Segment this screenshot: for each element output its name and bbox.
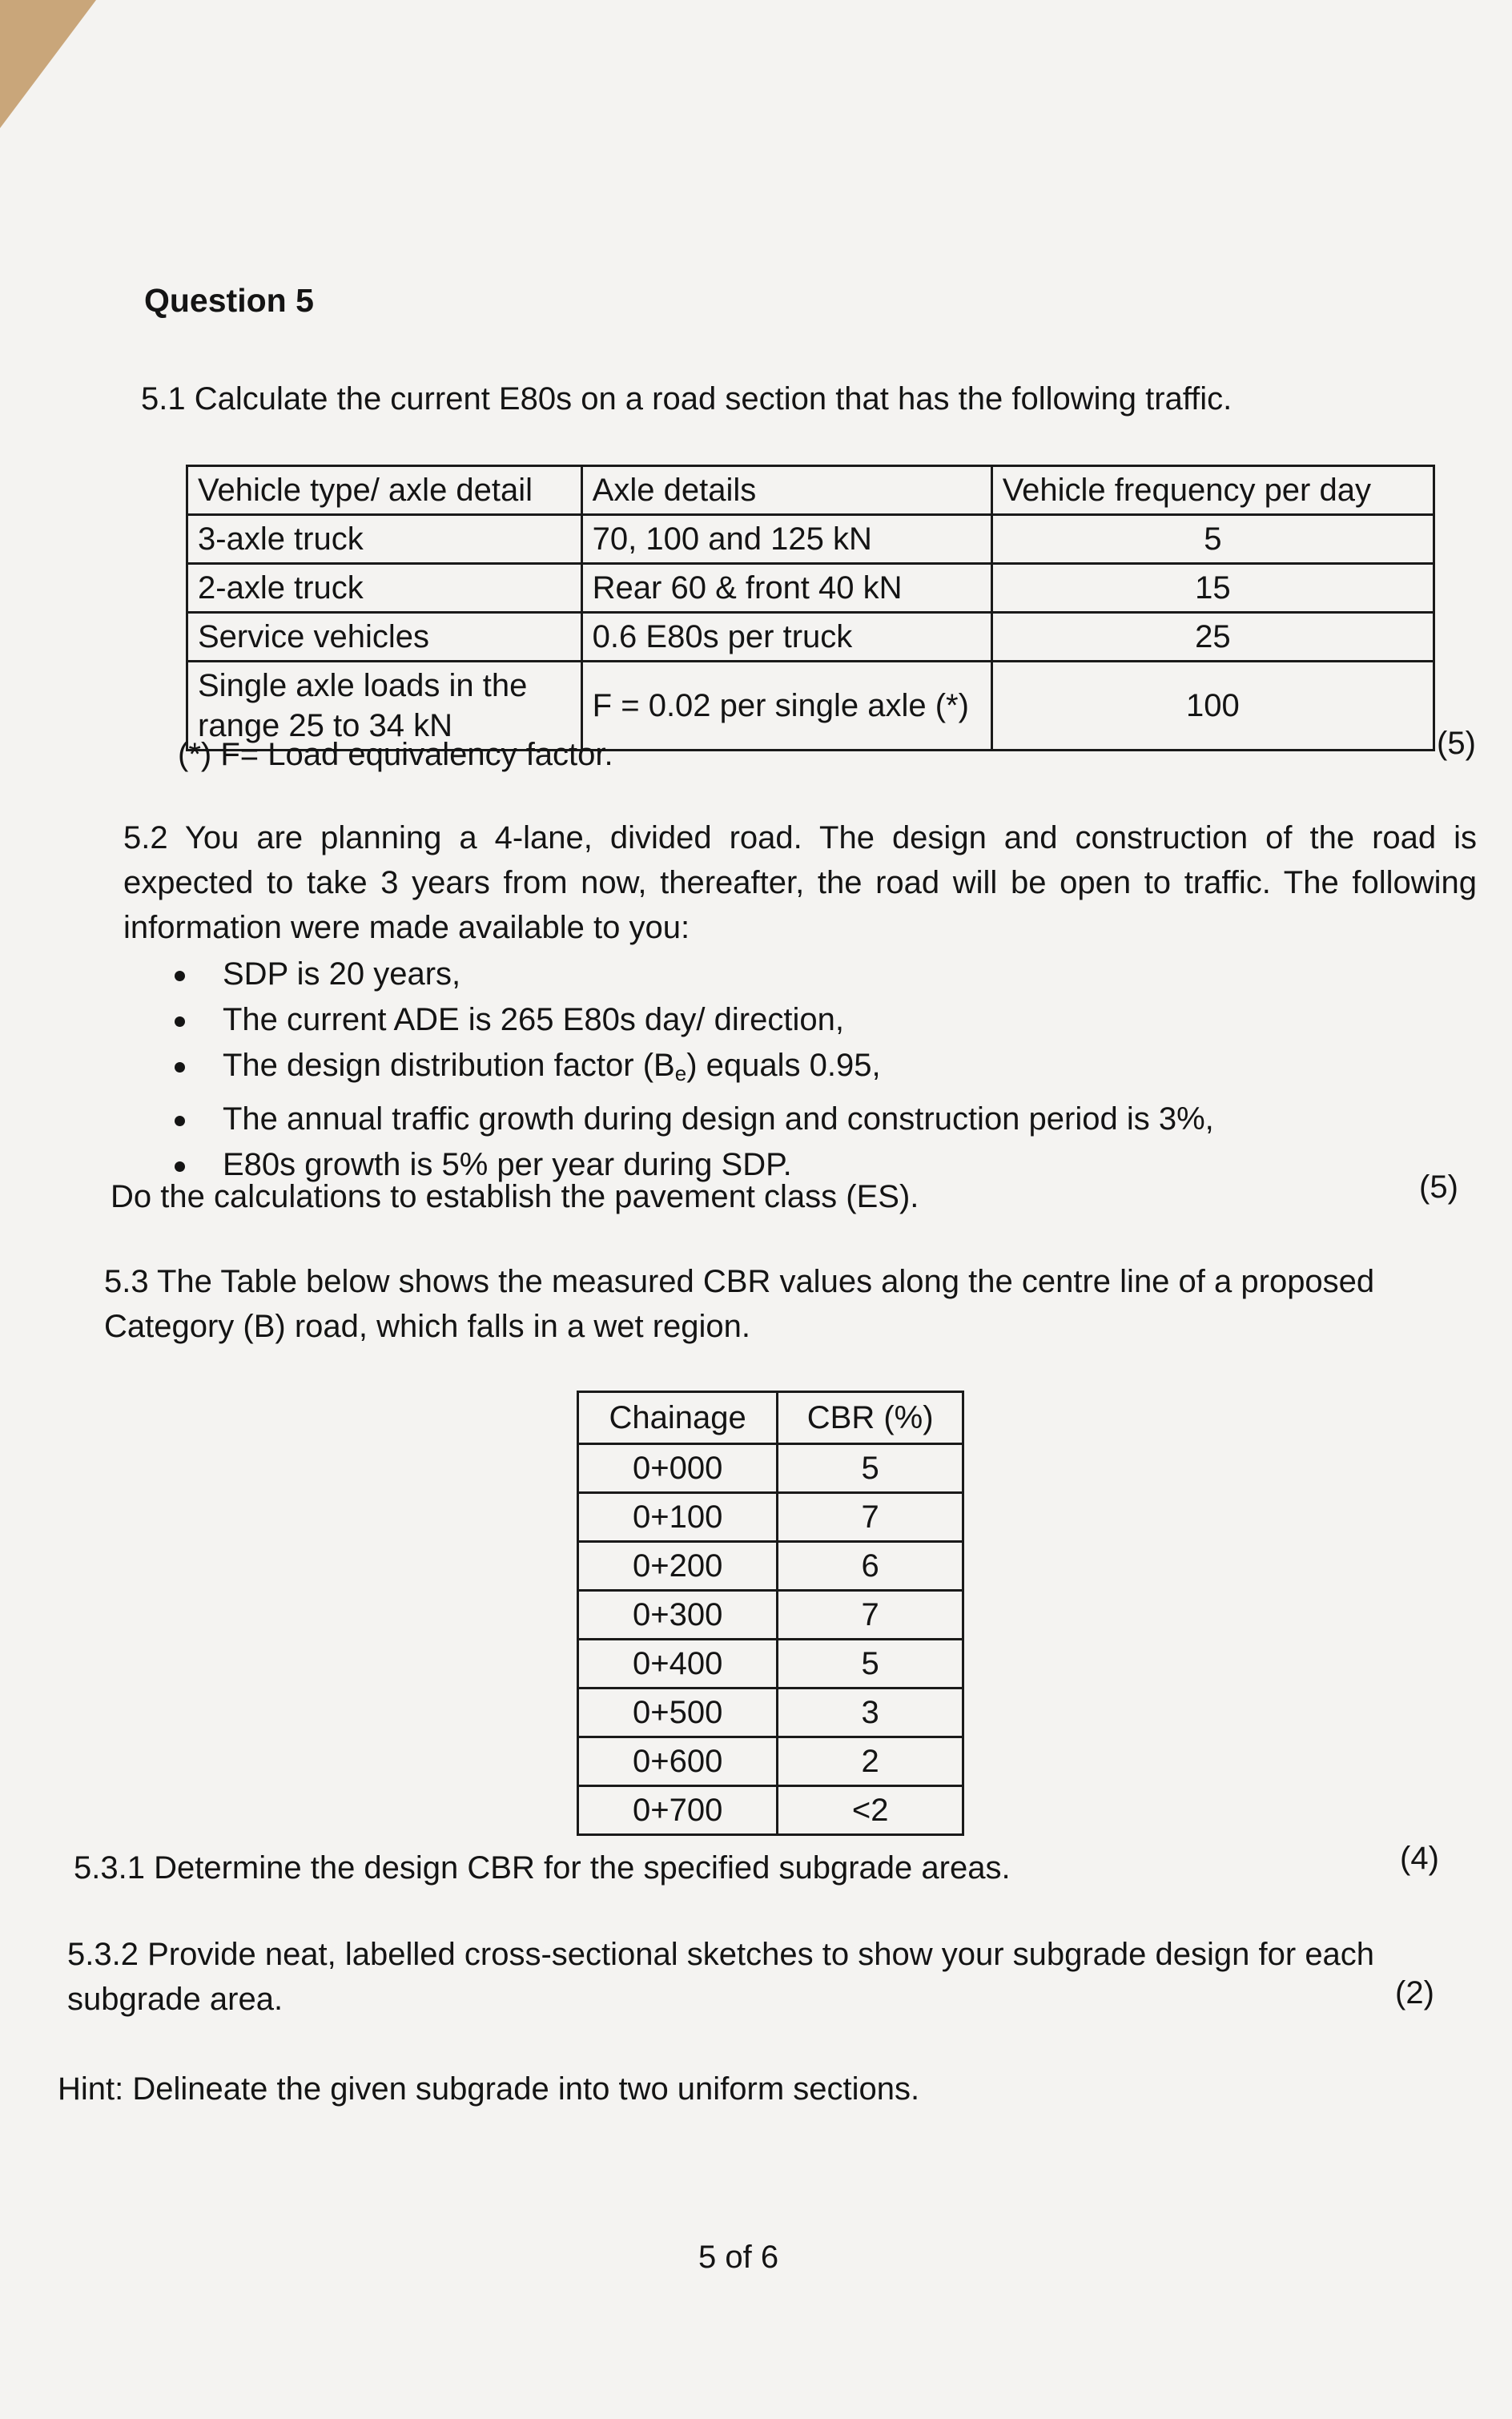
traffic-table: [186, 465, 1435, 751]
bullet-text: The design distribution factor (B: [223, 1048, 675, 1083]
q52-intro: 5.2 You are planning a 4-lane, divided road. The design and construction of the road is expected to take 3 years from now, thereafter, the road will be open to traffic. The following information were made available to you:: [123, 820, 1477, 945]
header-cell: Vehicle frequency per day: [991, 466, 1434, 515]
table-cell: 7: [778, 1493, 963, 1542]
bullet-text: ) equals 0.95,: [686, 1048, 881, 1083]
q531-text: 5.3.1 Determine the design CBR for the specified subgrade areas.: [74, 1850, 1011, 1886]
table-row: [578, 1493, 963, 1542]
question-title: Question 5: [144, 282, 314, 319]
table-cell: <2: [778, 1786, 963, 1835]
header-cell: Axle details: [581, 466, 991, 515]
q532-marks: (2): [1395, 1975, 1434, 2010]
q52-task: Do the calculations to establish the pavement class (ES).: [111, 1179, 919, 1214]
list-item: SDP is 20 years,: [171, 952, 1373, 997]
q51-marks: (5): [1437, 726, 1476, 761]
list-item: [171, 1043, 1373, 1097]
table-row: [187, 613, 1434, 662]
table-cell: 0+300: [578, 1591, 778, 1640]
header-cell: Vehicle type/ axle detail: [187, 466, 582, 515]
table-cell: 0+200: [578, 1542, 778, 1591]
table-cell: 5: [991, 515, 1434, 564]
table-cell: 6: [778, 1542, 963, 1591]
header-cell: Chainage: [578, 1392, 778, 1444]
q52-bullet-list: [171, 952, 1373, 1188]
table-row: [187, 515, 1434, 564]
table-cell: 0+100: [578, 1493, 778, 1542]
list-item: The annual traffic growth during design and construction period is 3%,: [171, 1097, 1373, 1142]
table-cell: 0.6 E80s per truck: [581, 613, 991, 662]
q53-intro: 5.3 The Table below shows the measured CBR values along the centre line of a proposed Category (B) road, which falls in a wet region.: [104, 1264, 1375, 1344]
header-cell: CBR (%): [778, 1392, 963, 1444]
table-cell: Single axle loads in the range 25 to 34 kN: [187, 662, 582, 751]
table-cell: 2-axle truck: [187, 564, 582, 613]
table-row: [578, 1737, 963, 1786]
table-row: [187, 564, 1434, 613]
table-cell: 3-axle truck: [187, 515, 582, 564]
table-cell: 0+000: [578, 1444, 778, 1493]
list-item: The current ADE is 265 E80s day/ direction,: [171, 997, 1373, 1043]
cbr-table: [577, 1391, 964, 1836]
table-cell: 5: [778, 1444, 963, 1493]
table-row: [578, 1591, 963, 1640]
table-cell: 7: [778, 1591, 963, 1640]
table-row: [578, 1786, 963, 1835]
q52-marks: (5): [1419, 1169, 1458, 1205]
page-number: 5 of 6: [698, 2240, 779, 2275]
table-cell: 2: [778, 1737, 963, 1786]
table-cell: Rear 60 & front 40 kN: [581, 564, 991, 613]
table-header-row: [578, 1392, 963, 1444]
q532-text: 5.3.2 Provide neat, labelled cross-sectional sketches to show your subgrade design for each subgrade area.: [67, 1937, 1375, 2017]
table-row: [578, 1542, 963, 1591]
q51-text: 5.1 Calculate the current E80s on a road section that has the following traffic.: [141, 381, 1233, 417]
table-cell: 0+500: [578, 1688, 778, 1737]
table-header-row: [187, 466, 1434, 515]
table-cell: F = 0.02 per single axle (*): [581, 662, 991, 751]
subscript-e: e: [674, 1061, 687, 1085]
table-cell: 3: [778, 1688, 963, 1737]
list-item: E80s growth is 5% per year during SDP.: [171, 1142, 1373, 1188]
table-cell: 0+600: [578, 1737, 778, 1786]
table-row: [578, 1688, 963, 1737]
table-cell: Service vehicles: [187, 613, 582, 662]
q51-footnote: (*) F= Load equivalency factor.: [178, 737, 613, 772]
table-row: [578, 1444, 963, 1493]
table-cell: 25: [991, 613, 1434, 662]
page-corner-shadow: [0, 0, 96, 128]
hint-text: Hint: Delineate the given subgrade into two uniform sections.: [58, 2071, 920, 2107]
table-cell: 15: [991, 564, 1434, 613]
q531-marks: (4): [1400, 1841, 1439, 1876]
table-cell: 70, 100 and 125 kN: [581, 515, 991, 564]
table-cell: 100: [991, 662, 1434, 751]
table-cell: 0+400: [578, 1640, 778, 1688]
table-row: [578, 1640, 963, 1688]
table-cell: 0+700: [578, 1786, 778, 1835]
table-cell: 5: [778, 1640, 963, 1688]
